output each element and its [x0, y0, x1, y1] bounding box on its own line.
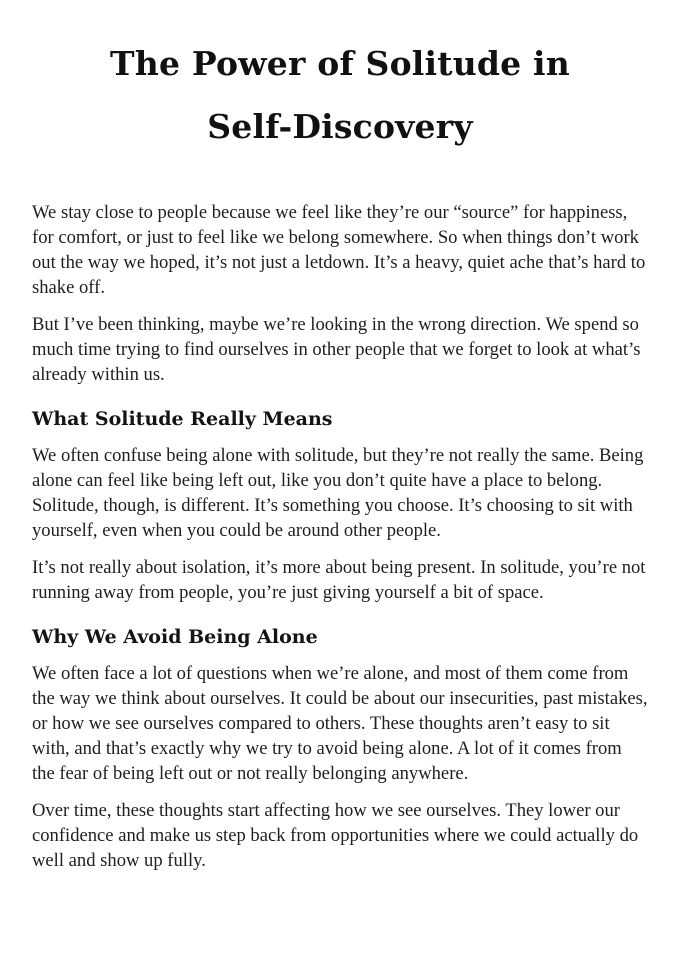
page-title: The Power of Solitude in Self-Discovery [110, 44, 570, 146]
section-1-paragraph-1: We often confuse being alone with solitude, but they’re not really the same. Being alone can feel like being left out, like you don’t quite have a place to belong. Solitude, though, is different. It’s something you choose. It’s choosing to sit with yourself, even when you could be around other people. [32, 445, 644, 541]
section-1-paragraph-2: It’s not really about isolation, it’s more about being present. In solitude, you’re not running away from people, you’re just giving yourself a bit of space. [32, 557, 646, 603]
intro-paragraph-2: But I’ve been thinking, maybe we’re looking in the wrong direction. We spend so much time trying to find ourselves in other people that we forget to look at what’s already within us. [32, 314, 641, 385]
section-2-paragraph-1: We often face a lot of questions when we’re alone, and most of them come from the way we think about ourselves. It could be about our insecurities, past mistakes, or how we see ourselves compared to others. These thoughts aren’t easy to sit with, and that’s exactly why we try to avoid being alone. A lot of it comes from the fear of being left out or not really belonging anywhere. [32, 663, 648, 784]
article-body [32, 200, 648, 873]
section-heading-solitude-meaning: What Solitude Really Means [32, 408, 333, 430]
section-2-paragraph-2: Over time, these thoughts start affecting how we see ourselves. They lower our confidence and make us step back from opportunities where we could actually do well and show up fully. [32, 800, 639, 871]
section-heading-avoid-alone: Why We Avoid Being Alone [32, 626, 318, 648]
intro-paragraph-1: We stay close to people because we feel like they’re our “source” for happiness, for comfort, or just to feel like we belong somewhere. So when things don’t work out the way we hoped, it’s not just a letdown. It’s a heavy, quiet ache that’s hard to shake off. [32, 202, 646, 298]
